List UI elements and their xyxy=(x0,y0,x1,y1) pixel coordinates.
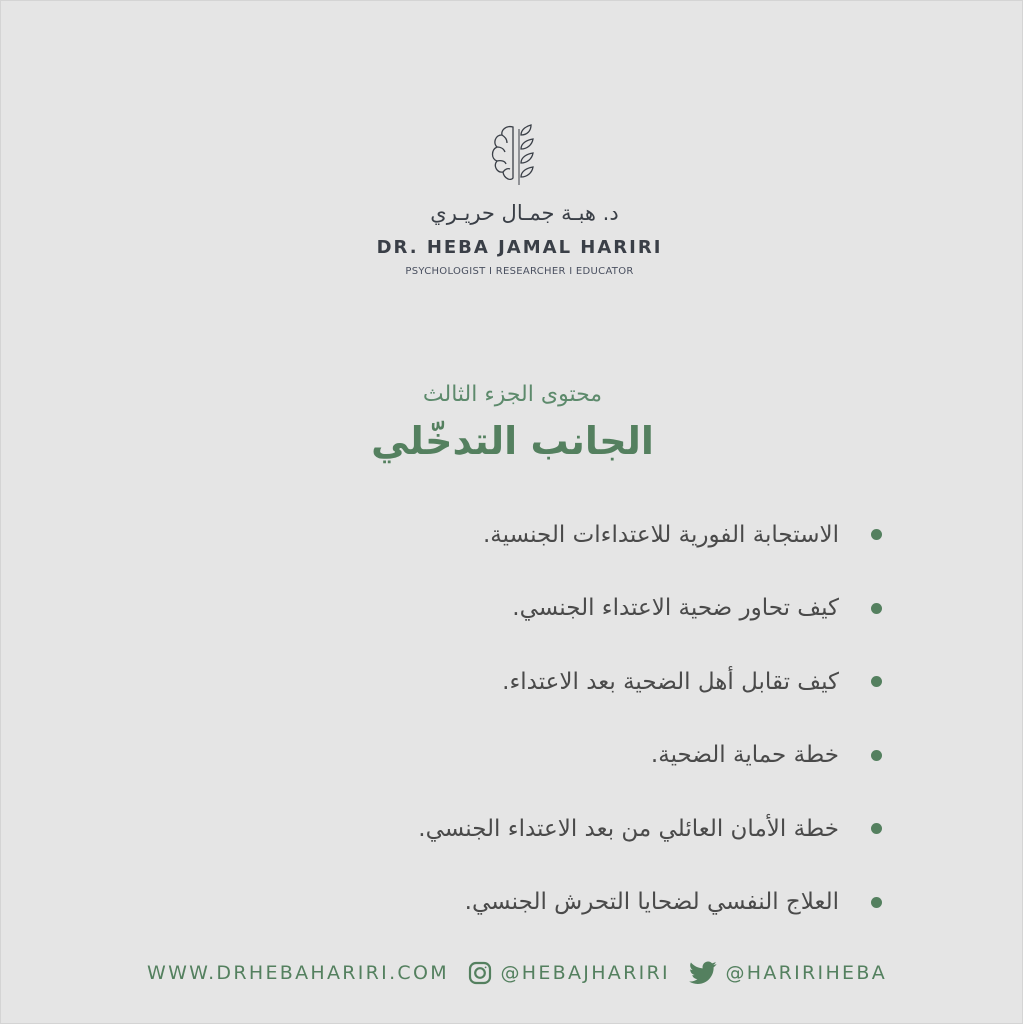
twitter-handle-text: @HARIRIHEBA xyxy=(725,962,887,984)
instagram-icon xyxy=(468,961,492,985)
bullet-icon xyxy=(871,750,882,761)
section-title: الجانب التدخّلي xyxy=(371,419,654,463)
list-item xyxy=(282,645,882,719)
instagram-handle[interactable] xyxy=(468,961,669,985)
brain-leaf-logo-icon xyxy=(487,123,543,189)
bullet-icon xyxy=(871,676,882,687)
doctor-name-arabic: د. هبـة جمـال حريـري xyxy=(430,201,619,225)
bullet-icon xyxy=(871,823,882,834)
topic-list xyxy=(282,498,882,939)
bullet-icon xyxy=(871,529,882,540)
doctor-name-english: DR. HEBA JAMAL HARIRI xyxy=(376,237,663,258)
section-subtitle: محتوى الجزء الثالث xyxy=(422,382,603,407)
twitter-handle[interactable] xyxy=(689,961,887,985)
list-item-text: العلاج النفسي لضحايا التحرش الجنسي. xyxy=(464,889,839,916)
instagram-handle-text: @HEBAJHARIRI xyxy=(500,962,670,984)
list-item xyxy=(282,719,882,793)
footer xyxy=(147,958,887,988)
list-item-text: خطة حماية الضحية. xyxy=(650,742,839,769)
website-link[interactable]: WWW.DRHEBAHARIRI.COM xyxy=(147,962,449,984)
list-item xyxy=(282,498,882,572)
list-item xyxy=(282,866,882,940)
list-item-text: الاستجابة الفورية للاعتداءات الجنسية. xyxy=(483,521,839,548)
twitter-icon xyxy=(689,961,717,985)
bullet-icon xyxy=(871,897,882,908)
list-item-text: خطة الأمان العائلي من بعد الاعتداء الجنسي. xyxy=(418,815,839,842)
list-item-text: كيف تقابل أهل الضحية بعد الاعتداء. xyxy=(502,668,839,695)
list-item xyxy=(282,572,882,646)
list-item-text: كيف تحاور ضحية الاعتداء الجنسي. xyxy=(512,595,839,622)
tagline: PSYCHOLOGIST I RESEARCHER I EDUCATOR xyxy=(405,266,634,277)
bullet-icon xyxy=(871,603,882,614)
list-item xyxy=(282,792,882,866)
